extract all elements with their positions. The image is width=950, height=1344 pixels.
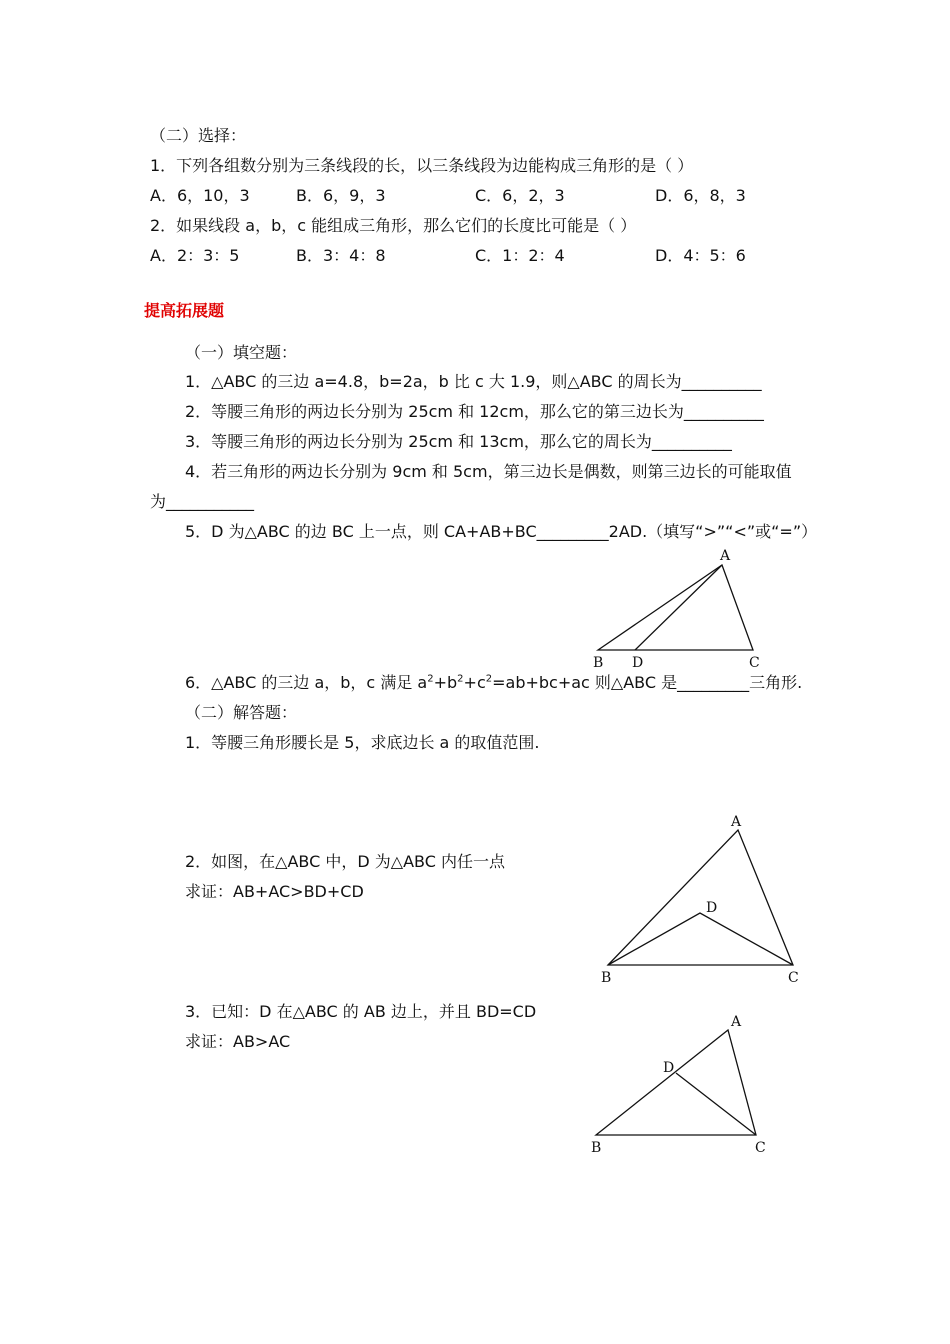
fill-in-q2: 2．等腰三角形的两边长分别为 25cm 和 12cm，那么它的第三边长为__________: [185, 402, 764, 421]
answer-q2-line2: 求证：AB+AC>BD+CD: [185, 882, 364, 901]
answer-q3-line1: 3．已知：D 在△ABC 的 AB 边上，并且 BD=CD: [185, 1002, 537, 1021]
fill-in-q3: 3．等腰三角形的两边长分别为 25cm 和 13cm，那么它的周长为__________: [185, 432, 732, 451]
choice-heading: （二）选择：: [150, 126, 247, 145]
label-c: C: [788, 970, 799, 986]
choice-q1-option-b: B．6，9，3: [296, 186, 386, 205]
label-b: B: [591, 1140, 602, 1156]
choice-q1-option-c: C．6，2，3: [475, 186, 565, 205]
choice-q2-option-b: B．3：4：8: [296, 246, 386, 265]
fill-in-q4-line1: 4．若三角形的两边长分别为 9cm 和 5cm，第三边长是偶数，则第三边长的可能取值: [185, 462, 792, 481]
triangle-abc-outline: [598, 565, 753, 650]
choice-q2-option-a: A．2：3：5: [150, 246, 240, 265]
choice-q2: 2．如果线段 a，b，c 能组成三角形，那么它们的长度比可能是（ ）: [150, 216, 637, 235]
choice-q2-option-c: C．1：2：4: [475, 246, 565, 265]
label-b: B: [593, 655, 604, 671]
label-a: A: [720, 548, 731, 564]
label-c: C: [749, 655, 760, 671]
figure-triangle-interior-point: [598, 810, 808, 990]
advanced-section-title: 提高拓展题: [144, 301, 225, 320]
fill-in-q1: 1．△ABC 的三边 a=4.8，b=2a，b 比 c 大 1.9，则△ABC 的周长为__________: [185, 372, 762, 391]
figure-triangle-abc-median: [590, 545, 770, 675]
segments-bd-cd: [608, 913, 793, 965]
choice-q2-option-d: D．4：5：6: [655, 246, 746, 265]
label-c: C: [755, 1140, 766, 1156]
fill-in-heading: （一）填空题：: [185, 343, 298, 362]
label-b: B: [601, 970, 612, 986]
choice-q1-option-a: A．6，10，3: [150, 186, 250, 205]
label-d: D: [632, 655, 644, 671]
answer-q3-line2: 求证：AB>AC: [185, 1032, 291, 1051]
fill-in-q6: 6．△ABC 的三边 a，b，c 满足 $a^2+b^2+c^2=ab+bc+ac$ 则△ABC 是_________三角形.: [185, 673, 803, 692]
fill-in-q5: 5．D 为△ABC 的边 BC 上一点，则 CA+AB+BC_________2AD.（填写“>”“<”或“=”）: [185, 522, 818, 541]
label-d: D: [663, 1060, 675, 1076]
label-a: A: [731, 1014, 742, 1030]
segment-dc: [676, 1073, 756, 1135]
fill-in-q4-line2: 为___________: [150, 492, 255, 511]
triangle-abc-outline: [596, 1030, 756, 1135]
segment-ad: [635, 565, 722, 650]
choice-q1: 1．下列各组数分别为三条线段的长，以三条线段为边能构成三角形的是（ ）: [150, 156, 694, 175]
choice-q1-option-d: D．6，8，3: [655, 186, 746, 205]
triangle-abc-outline: [608, 830, 793, 965]
answer-q2-line1: 2．如图，在△ABC 中，D 为△ABC 内任一点: [185, 852, 505, 871]
label-a: A: [731, 814, 742, 830]
answer-heading: （二）解答题：: [185, 703, 298, 722]
answer-q1: 1．等腰三角形腰长是 5，求底边长 a 的取值范围.: [185, 733, 540, 752]
label-d: D: [706, 900, 718, 916]
figure-triangle-d-on-ab: [588, 1010, 778, 1160]
